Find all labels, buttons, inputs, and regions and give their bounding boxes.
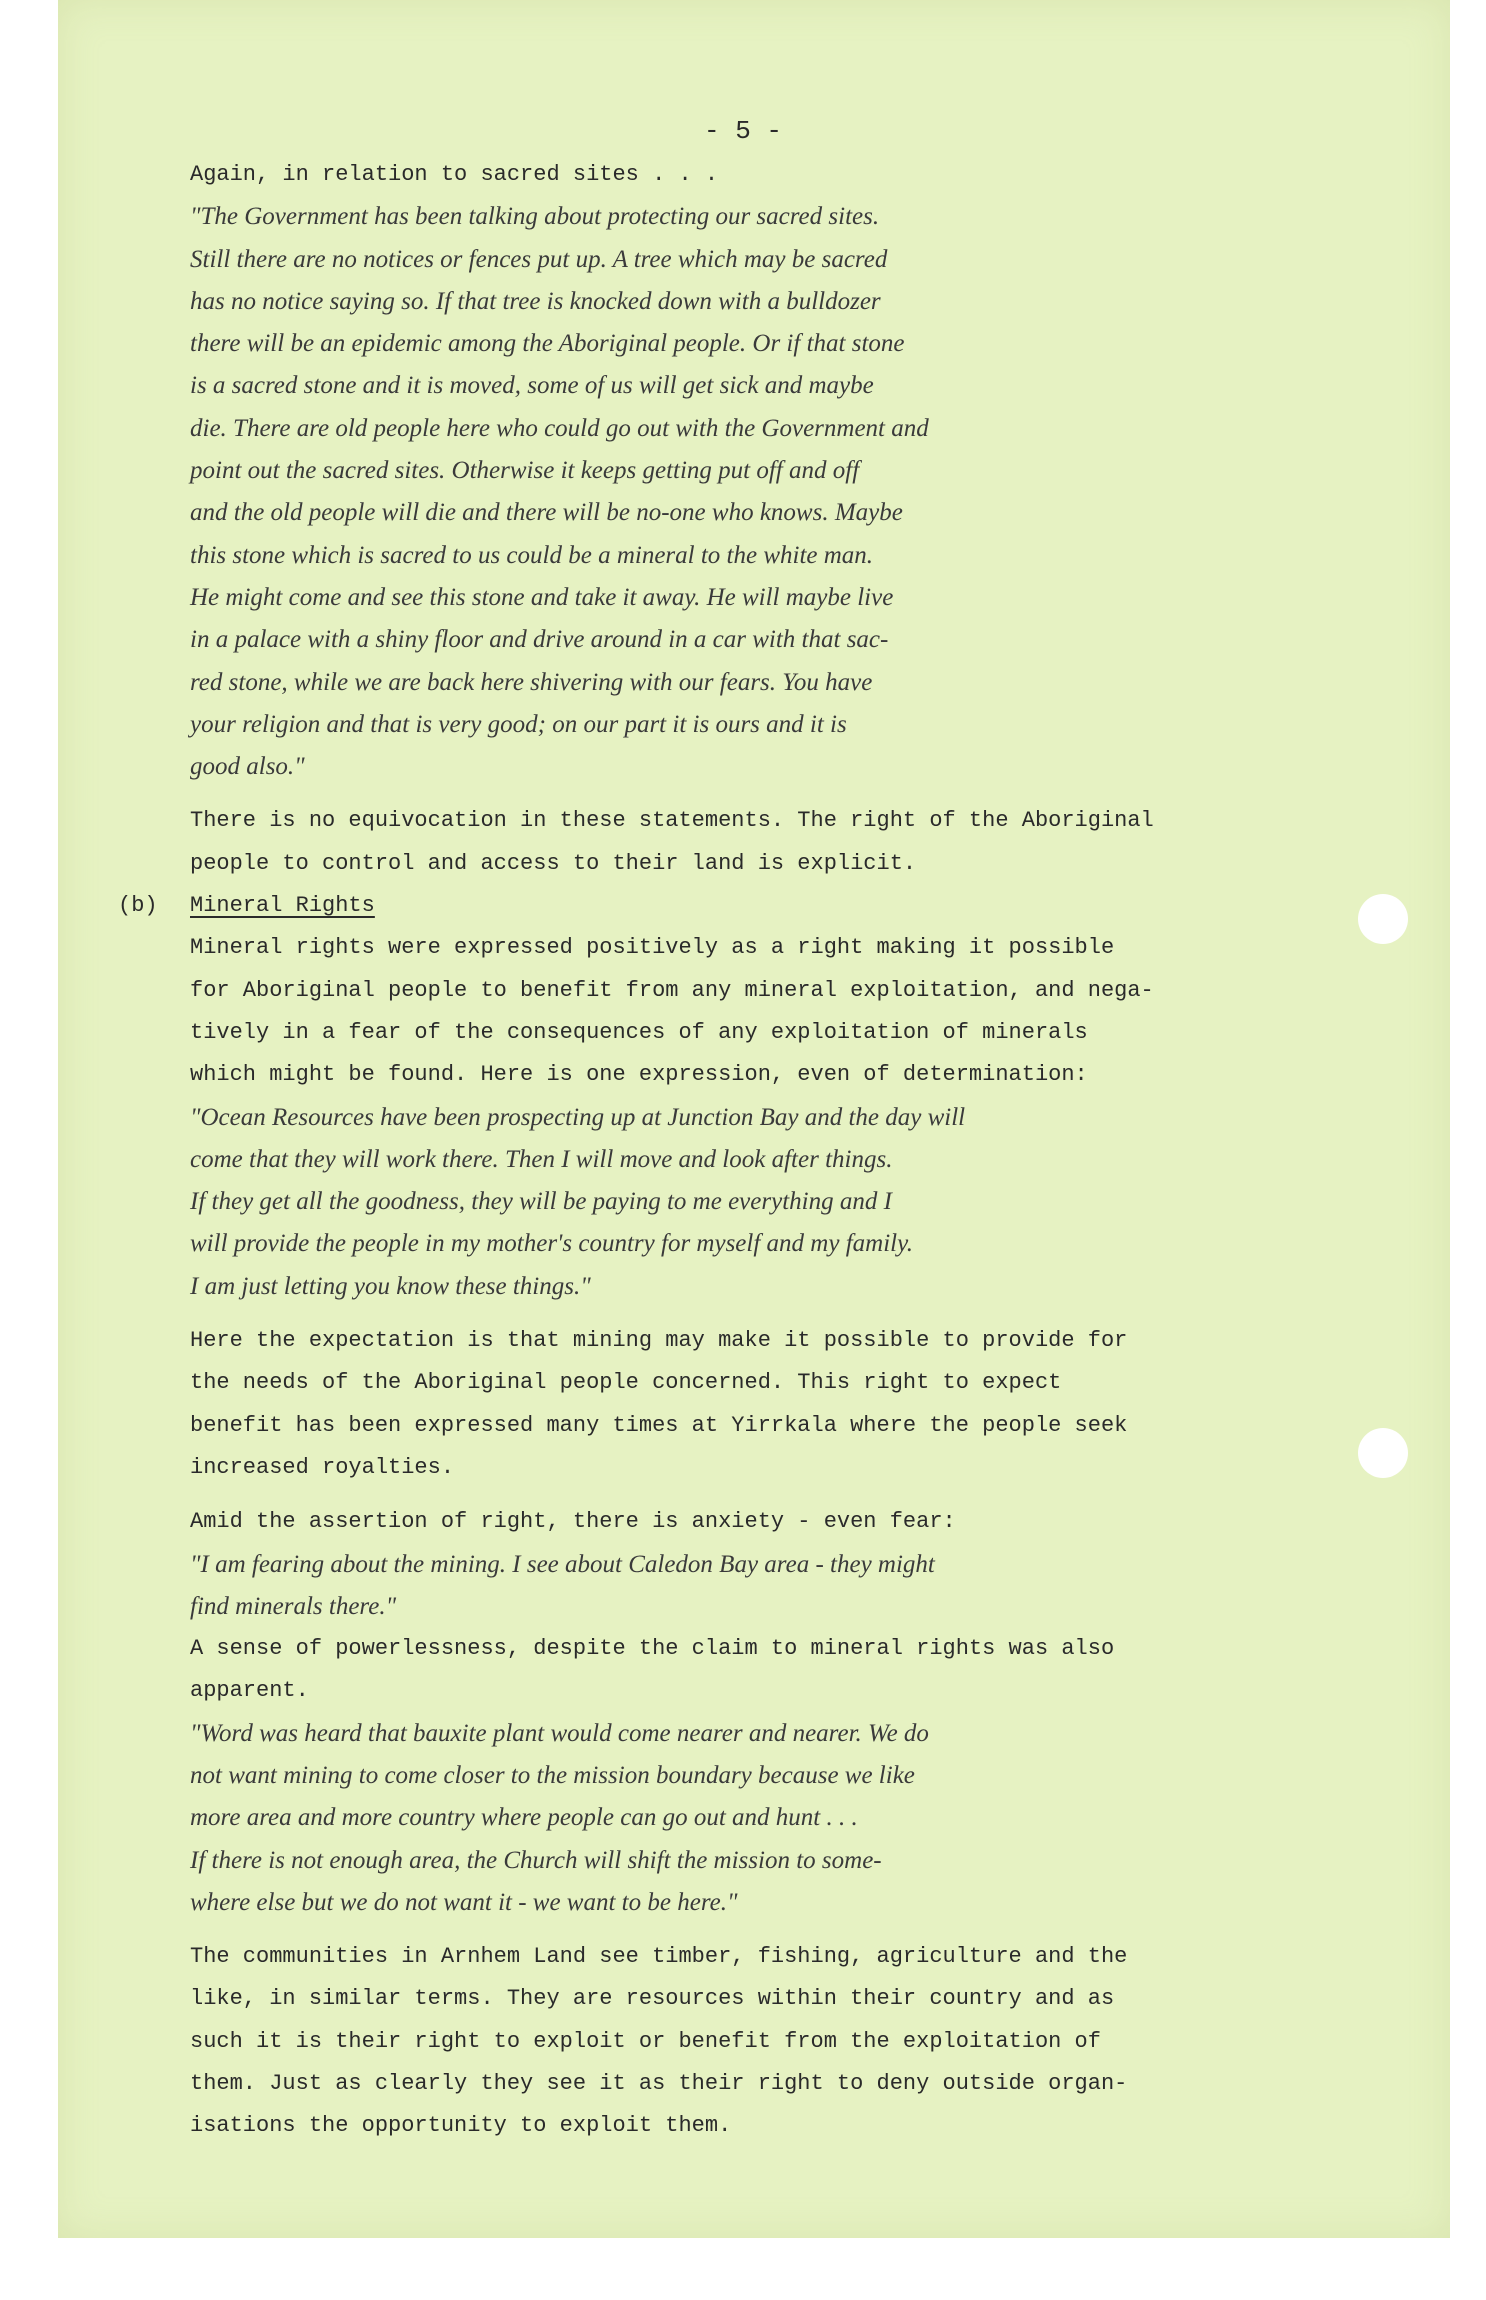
text-line: in a palace with a shiny floor and drive around in a car with that sac- [190,626,889,654]
paragraph-gap [190,1308,1240,1320]
quoted-paragraph [190,196,1240,788]
text-line: Amid the assertion of right, there is anxiety - even fear: [190,1509,956,1535]
text-line: for Aboriginal people to benefit from any mineral exploitation, and nega- [190,977,1154,1003]
paragraph-gap [190,788,1240,800]
text-line: is a sacred stone and it is moved, some of us will get sick and maybe [190,372,874,400]
text-line: tively in a fear of the consequences of any exploitation of minerals [190,1019,1088,1045]
text-line: people to control and access to their land is explicit. [190,850,917,876]
quoted-paragraph [190,1544,1240,1629]
quoted-paragraph [190,1097,1240,1308]
text-line: your religion and that is very good; on our part it is ours and it is [190,710,847,738]
text-line: like, in similar terms. They are resources within their country and as [190,1986,1115,2012]
text-line: this stone which is sacred to us could be a mineral to the white man. [190,541,874,569]
text-line: A sense of powerlessness, despite the claim to mineral rights was also [190,1636,1115,1662]
paragraph [190,1936,1240,2147]
text-line: point out the sacred sites. Otherwise it keeps getting put off and off [190,457,860,485]
punch-hole [1358,1428,1408,1478]
text-line: He might come and see this stone and take it away. He will maybe live [190,583,894,611]
text-line: where else but we do not want it - we want to be here." [190,1888,738,1916]
text-line: I am just letting you know these things." [190,1272,591,1300]
page-number: - 5 - [703,116,782,146]
section-title: Mineral Rights [190,893,375,919]
paragraph [190,927,1240,1096]
text-line: good also." [190,753,305,781]
text-line: Here the expectation is that mining may make it possible to provide for [190,1328,1128,1354]
text-line: There is no equivocation in these statements. The right of the Aboriginal [190,808,1154,834]
text-line: has no notice saying so. If that tree is knocked down with a bulldozer [190,287,881,315]
text-line: increased royalties. [190,1454,455,1480]
paragraph-gap [190,1489,1240,1501]
text-line: isations the opportunity to exploit them. [190,2113,732,2139]
paragraph-gap [190,1924,1240,1936]
text-line: come that they will work there. Then I will move and look after things. [190,1145,893,1173]
document-body [118,154,1240,2148]
paragraph [190,154,1240,196]
text-line: die. There are old people here who could go out with the Government and [190,414,929,442]
section-b-text [190,927,1240,2147]
text-line: them. Just as clearly they see it as their right to deny outside organ- [190,2071,1128,2097]
punch-hole [1358,894,1408,944]
text-line: and the old people will die and there will be no-one who knows. Maybe [190,499,903,527]
text-line: not want mining to come closer to the mission boundary because we like [190,1761,915,1789]
text-line: apparent. [190,1678,309,1704]
text-line: more area and more country where people can go out and hunt . . . [190,1804,858,1832]
text-line: Again, in relation to sacred sites . . . [190,162,719,187]
text-line: which might be found. Here is one expression, even of determination: [190,1062,1088,1088]
text-line: "The Government has been talking about protecting our sacred sites. [190,203,880,231]
text-line: Mineral rights were expressed positively as a right making it possible [190,935,1115,961]
text-line: "Word was heard that bauxite plant would come nearer and nearer. We do [190,1719,929,1747]
text-line: If they get all the goodness, they will be paying to me everything and I [190,1188,892,1216]
section-label: (b) [118,893,158,919]
text-line: Still there are no notices or fences put up. A tree which may be sacred [190,245,888,273]
text-line: If there is not enough area, the Church will shift the mission to some- [190,1846,882,1874]
text-line: red stone, while we are back here shivering with our fears. You have [190,668,873,696]
text-line: benefit has been expressed many times at Yirrkala where the people seek [190,1412,1128,1438]
section-a-text [190,154,1240,885]
text-line: find minerals there." [190,1592,397,1620]
paragraph [190,1320,1240,1489]
paragraph [190,800,1240,885]
paragraph [190,1501,1240,1543]
section-heading [118,885,1240,927]
quoted-paragraph [190,1713,1240,1924]
paragraph [190,1628,1240,1713]
text-line: the needs of the Aboriginal people concerned. This right to expect [190,1370,1062,1396]
text-line: "Ocean Resources have been prospecting up at Junction Bay and the day will [190,1103,966,1131]
text-line: The communities in Arnhem Land see timber, fishing, agriculture and the [190,1944,1128,1970]
text-line: will provide the people in my mother's country for myself and my family. [190,1230,914,1258]
text-line: "I am fearing about the mining. I see about Caledon Bay area - they might [190,1550,935,1578]
text-line: there will be an epidemic among the Aboriginal people. Or if that stone [190,330,905,358]
text-line: such it is their right to exploit or benefit from the exploitation of [190,2028,1101,2054]
